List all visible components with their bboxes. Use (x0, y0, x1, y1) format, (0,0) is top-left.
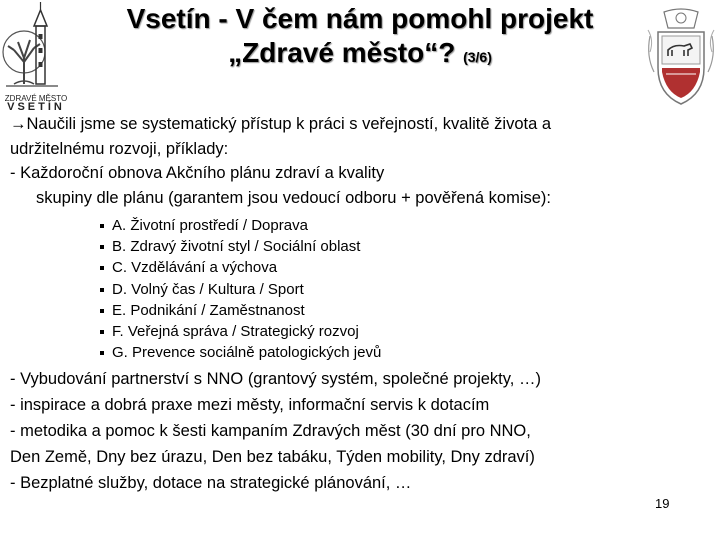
intro-second-line: udržitelnému rozvoji, příklady: (10, 139, 229, 158)
title-line2 (80, 36, 640, 74)
slide-content (10, 112, 710, 496)
arrow-icon: → (10, 115, 27, 133)
list-item: B. Zdravý životní styl / Sociální oblast (100, 236, 710, 257)
point-line: - Vybudování partnerství s NNO (grantový systém, společné projekty, …) (10, 370, 541, 389)
title-part-indicator: (3/6) (463, 49, 492, 65)
tree-tower-icon (0, 0, 72, 96)
list-item: A. Životní prostředí / Doprava (100, 215, 710, 236)
point-line: - Bezplatné služby, dotace na strategické plánování, … (10, 474, 412, 493)
slide-title (80, 2, 640, 74)
logo-caption-line2: VSETÍN (7, 101, 65, 113)
plan-line2: skupiny dle plánu (garantem jsou vedoucí odboru + pověřená komise): (36, 188, 552, 207)
intro-paragraph (10, 112, 710, 161)
intro-first-line: Naučili jsme se systematický přístup k práci s veřejností, kvalitě života a (26, 115, 552, 133)
title-line1: Vsetín - V čem nám pomohl projekt (126, 3, 594, 34)
list-item: G. Prevence sociálně patologických jevů (100, 342, 710, 363)
logo-caption-line1: ZDRAVÉ MĚSTO (4, 94, 68, 103)
zdrave-mesto-logo (0, 0, 72, 118)
logo-caption (0, 94, 72, 112)
list-item: D. Volný čas / Kultura / Sport (100, 279, 710, 300)
list-item: C. Vzdělávání a výchova (100, 257, 710, 278)
title-line2-text: „Zdravé město“? (228, 37, 456, 68)
page-number: 19 (655, 496, 670, 511)
point-line: Den Země, Dny bez úrazu, Den bez tabáku, Týden mobility, Dny zdraví) (10, 448, 535, 467)
list-item: F. Veřejná správa / Strategický rozvoj (100, 321, 710, 342)
coat-of-arms-logo (644, 6, 718, 110)
coat-of-arms-icon (644, 6, 718, 110)
point-line: - metodika a pomoc k šesti kampaním Zdravých měst (30 dní pro NNO, (10, 422, 531, 441)
list-item: E. Podnikání / Zaměstnanost (100, 300, 710, 321)
group-list (10, 215, 710, 363)
plan-line1: - Každoroční obnova Akčního plánu zdraví a kvality (10, 164, 385, 182)
point-line: - inspirace a dobrá praxe mezi městy, informační servis k dotacím (10, 396, 490, 415)
